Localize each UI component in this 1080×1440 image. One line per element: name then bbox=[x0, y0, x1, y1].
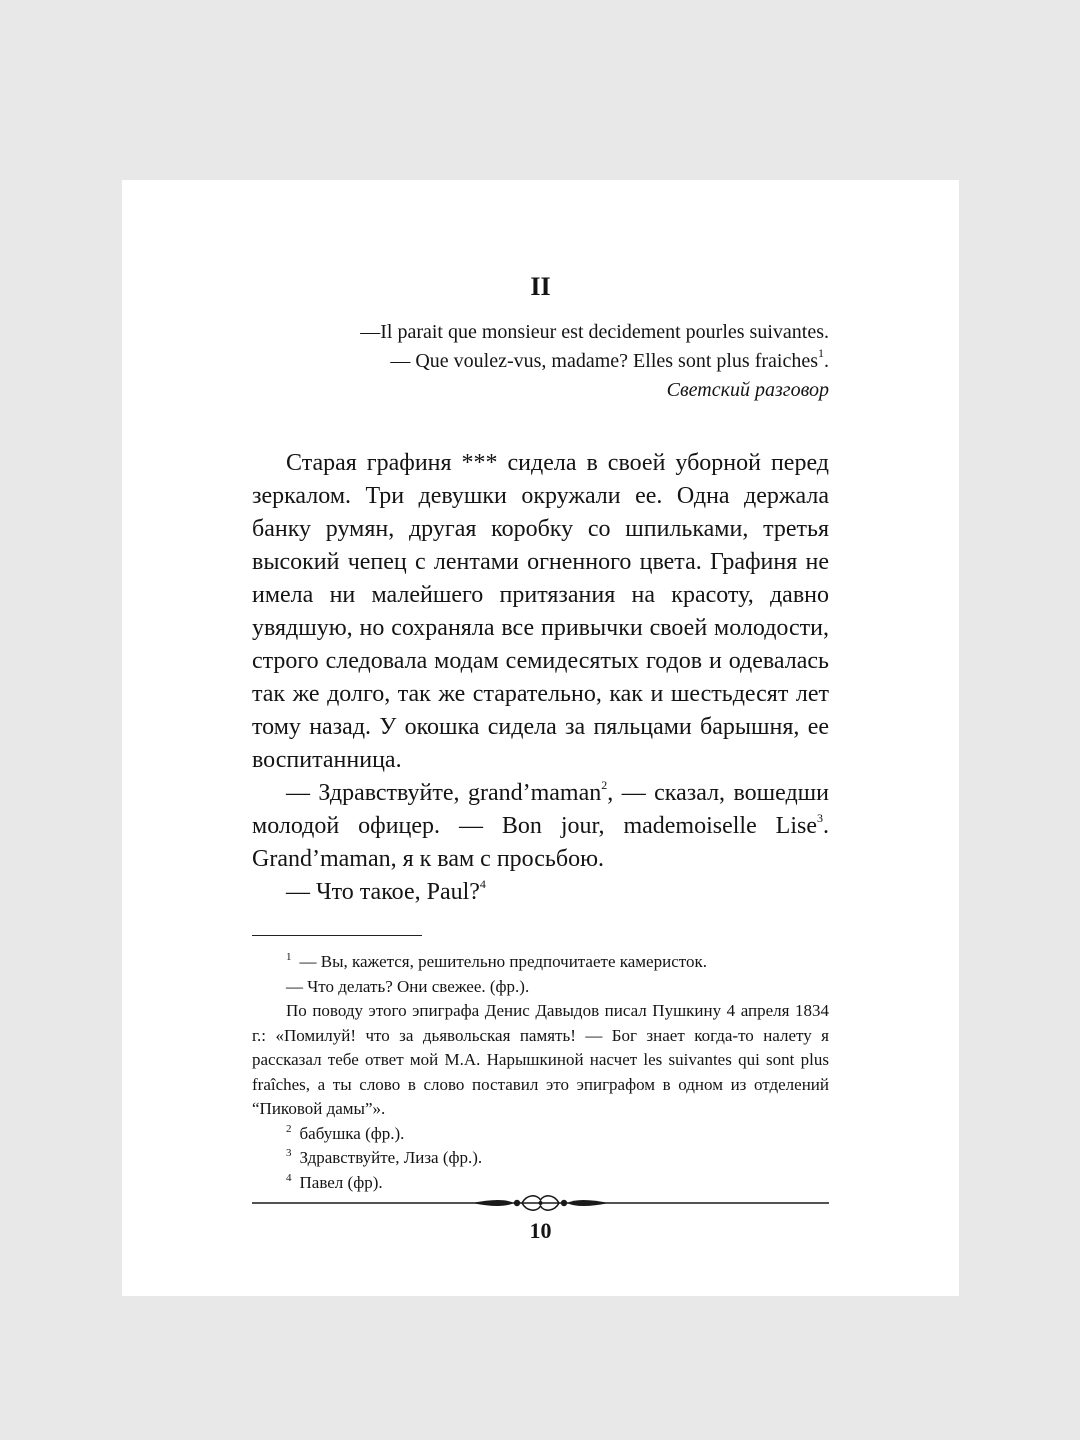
main-text bbox=[252, 447, 829, 909]
footnote-1: $^1$ — Вы, кажется, решительно предпочитаете камеристок. bbox=[286, 951, 707, 971]
paragraph: — Что такое, Paul?$^4$ bbox=[286, 877, 486, 905]
paragraph: Старая графиня *** сидела в своей уборной перед зеркалом. Три девушки окружали ее. Одна держала банку румян, другая коробку со шпильками, третья высокий чепец с лентами огненного цвета. Графиня не имела ни малейшего притязания на красоту, давно увядшую, но сохраняла все привычки своей молодости, строго следовала модам семидесятых годов и одевалась так же долго, так же старательно, как и шестьдесят лет тому назад. У окошка сидела за пяльцами барышня, ее воспитанница. bbox=[252, 450, 829, 773]
page-number: 10 bbox=[529, 1218, 552, 1243]
footnote-4: $^4$ Павел (фр). bbox=[286, 1171, 383, 1192]
book-page bbox=[122, 180, 959, 1296]
page-content bbox=[252, 270, 829, 1195]
paragraph: — Здравствуйте, grand’maman$^2$, — сказал, вошедши молодой офицер. — Bon jour, mademoiselle Lise$^3$. Grand’maman, я к вам с просьбою. bbox=[252, 778, 829, 872]
epigraph bbox=[252, 318, 829, 405]
footnote-divider bbox=[252, 935, 422, 936]
footnote-2: $^2$ бабушка (фр.). bbox=[286, 1122, 405, 1143]
footnote-ref[interactable]: 2 bbox=[601, 778, 608, 792]
footnote-ref[interactable]: 4 bbox=[479, 877, 486, 891]
footnote-ref[interactable]: 3 bbox=[817, 811, 823, 825]
footnote-1-comment: По поводу этого эпиграфа Денис Давыдов писал Пушкину 4 апреля 1834 г.: «Помилуй! что за дьявольская память! — Бог знает когда-то налету я рассказал тебе ответ мой М.А. Нарышкиной насчет les suivantes qui sont plus fraîches, а ты слово в слово поставил это эпиграфом в одном из отделений “Пиковой дамы”». bbox=[252, 1001, 829, 1118]
footnote-1-line-2: — Что делать? Они свежее. (фр.). bbox=[286, 976, 530, 996]
footnotes bbox=[252, 950, 829, 1195]
ornamental-divider bbox=[252, 1188, 829, 1218]
epigraph-source: Светский разговор bbox=[666, 379, 829, 401]
epigraph-line-2: — Que voulez-vus, madame? Elles sont plus fraiches$^1$. bbox=[390, 346, 829, 372]
chapter-heading: II bbox=[530, 272, 551, 301]
epigraph-line-1: —Il parait que monsieur est decidement pourles suivantes. bbox=[360, 321, 829, 343]
footnote-ref[interactable]: 1 bbox=[818, 346, 824, 361]
footnote-3: $^3$ Здравствуйте, Лиза (фр.). bbox=[286, 1147, 483, 1167]
